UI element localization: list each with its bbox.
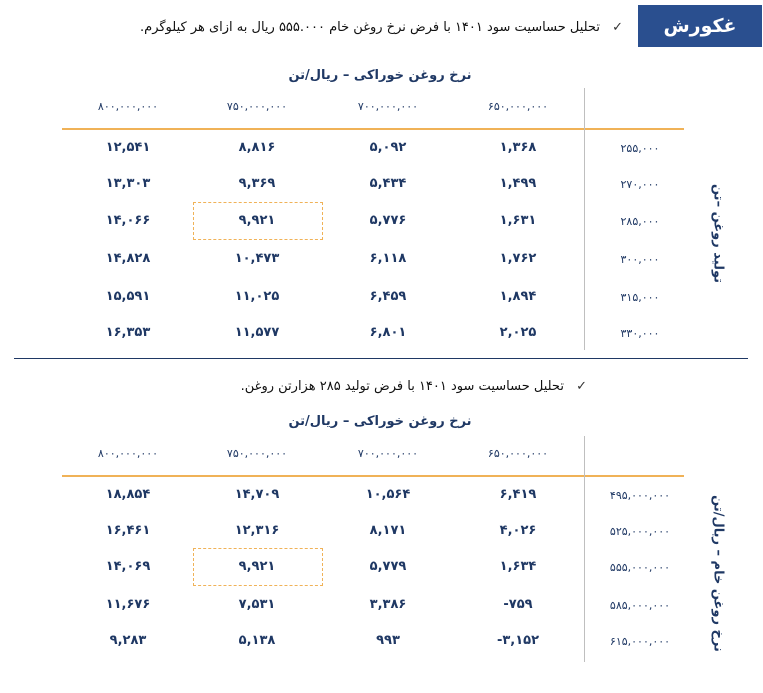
section2-header-rule [62, 475, 684, 477]
table-cell: ۱,۶۳۱ [499, 213, 537, 228]
section2-col-header: ۸۰۰,۰۰۰,۰۰۰ [97, 447, 159, 460]
section2-bullet [241, 379, 587, 394]
table-cell: ۶,۸۰۱ [369, 325, 407, 340]
section1-bullet-text: تحلیل حساسیت سود ۱۴۰۱ با فرض نرخ روغن خام ۵۵۵.۰۰۰ ریال به ازای هر کیلوگرم. [140, 20, 600, 35]
row-label: ۵۵۵,۰۰۰,۰۰۰ [609, 561, 671, 574]
table-cell: ۳,۳۸۶ [369, 597, 407, 612]
row-label: ۵۸۵,۰۰۰,۰۰۰ [609, 599, 671, 612]
table-cell: ۱۰,۴۷۳ [234, 251, 280, 266]
section2-column-separator [584, 436, 585, 662]
table-cell: ۵,۰۹۲ [369, 140, 407, 155]
section2-col-header: ۷۵۰,۰۰۰,۰۰۰ [226, 447, 288, 460]
table-cell: ۹,۹۲۱ [238, 559, 276, 574]
table-cell: ۹,۲۸۳ [109, 633, 147, 648]
section2-col-header: ۷۰۰,۰۰۰,۰۰۰ [357, 447, 419, 460]
table-cell: ۱۴,۰۶۶ [105, 213, 151, 228]
section1-column-title: نرخ روغن خوراکی – ریال/تن [288, 68, 472, 83]
table-cell: ۱۶,۴۶۱ [105, 523, 151, 538]
section2-bullet-text: تحلیل حساسیت سود ۱۴۰۱ با فرض تولید ۲۸۵ هزارتن روغن. [240, 379, 564, 394]
table-cell: ۱۱,۶۷۶ [105, 597, 151, 612]
section2-column-title: نرخ روغن خوراکی – ریال/تن [288, 414, 472, 429]
table-cell: ۱۴,۷۰۹ [234, 487, 280, 502]
table-cell: ۹۹۳ [376, 633, 400, 648]
table-cell: ۱۳,۳۰۳ [105, 176, 151, 191]
table-cell: ۱,۴۹۹ [499, 176, 537, 191]
table-cell: ۱۰,۵۶۴ [365, 487, 411, 502]
table-cell: ۹,۳۶۹ [238, 176, 276, 191]
section1-bullet [140, 20, 623, 35]
table-cell: ۹,۹۲۱ [238, 213, 276, 228]
section1-col-header: ۷۰۰,۰۰۰,۰۰۰ [357, 100, 419, 113]
table-cell: ۶,۱۱۸ [369, 251, 407, 266]
row-label: ۳۱۵,۰۰۰ [620, 291, 660, 304]
table-cell: ۱,۷۶۲ [499, 251, 537, 266]
row-label: ۲۸۵,۰۰۰ [620, 215, 660, 228]
table-cell: ۴,۰۲۶ [499, 523, 537, 538]
table-cell: ۵,۷۷۹ [369, 559, 407, 574]
row-label: ۳۳۰,۰۰۰ [620, 327, 660, 340]
table-cell: ۱,۶۳۴ [499, 559, 537, 574]
table-cell: ۱,۳۶۸ [499, 140, 537, 155]
section1-col-header: ۷۵۰,۰۰۰,۰۰۰ [226, 100, 288, 113]
table-cell: ۸,۱۷۱ [369, 523, 407, 538]
row-label: ۶۱۵,۰۰۰,۰۰۰ [609, 635, 671, 648]
table-cell: ۲,۰۲۵ [499, 325, 537, 340]
table-cell: ۶,۴۱۹ [499, 487, 537, 502]
table-cell: ۱۶,۳۵۳ [105, 325, 151, 340]
section1-header-rule [62, 128, 684, 130]
row-label: ۴۹۵,۰۰۰,۰۰۰ [609, 489, 671, 502]
section1-col-header: ۶۵۰,۰۰۰,۰۰۰ [487, 100, 549, 113]
table-cell: ۱۵,۵۹۱ [105, 289, 151, 304]
section2-row-title: نرخ روغن خام – ریال/تن [710, 495, 726, 652]
section-divider [14, 358, 748, 359]
table-cell: ۱۲,۵۴۱ [105, 140, 151, 155]
table-cell: ۱۲,۳۱۶ [234, 523, 280, 538]
table-cell: ۸,۸۱۶ [238, 140, 276, 155]
table-cell: ۶,۴۵۹ [369, 289, 407, 304]
company-logo: غکورش [638, 5, 762, 47]
table-cell: ۱,۸۹۴ [499, 289, 537, 304]
table-cell: ۵,۴۳۴ [369, 176, 407, 191]
section1-col-header: ۸۰۰,۰۰۰,۰۰۰ [97, 100, 159, 113]
table-cell: ۱۱,۵۷۷ [234, 325, 280, 340]
table-cell: ۵,۷۷۶ [369, 213, 407, 228]
row-label: ۵۲۵,۰۰۰,۰۰۰ [609, 525, 671, 538]
table-cell: -۳,۱۵۲ [496, 633, 540, 648]
table-cell: ۵,۱۳۸ [238, 633, 276, 648]
section1-row-title: تولید روغن –تن [710, 183, 726, 283]
check-icon: ✓ [612, 20, 623, 35]
row-label: ۲۷۰,۰۰۰ [620, 178, 660, 191]
table-cell: -۷۵۹ [503, 597, 533, 612]
row-label: ۲۵۵,۰۰۰ [620, 142, 660, 155]
section1-column-separator [584, 88, 585, 350]
section2-col-header: ۶۵۰,۰۰۰,۰۰۰ [487, 447, 549, 460]
table-cell: ۱۱,۰۲۵ [234, 289, 280, 304]
table-cell: ۱۴,۸۲۸ [105, 251, 151, 266]
row-label: ۳۰۰,۰۰۰ [620, 253, 660, 266]
check-icon: ✓ [576, 379, 587, 394]
table-cell: ۱۴,۰۶۹ [105, 559, 151, 574]
table-cell: ۷,۵۳۱ [238, 597, 276, 612]
table-cell: ۱۸,۸۵۴ [105, 487, 151, 502]
